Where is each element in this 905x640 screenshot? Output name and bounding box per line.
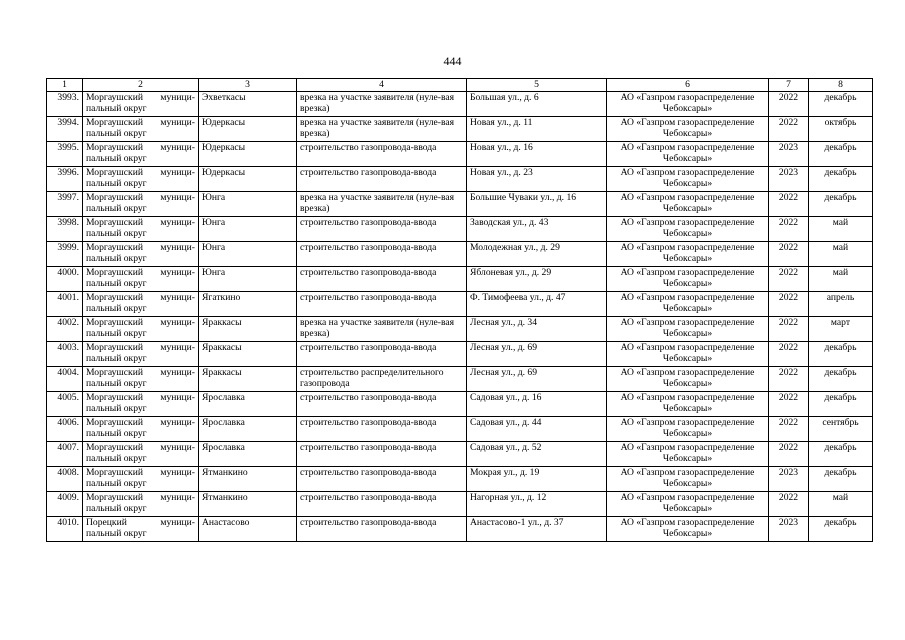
table-row <box>47 92 873 117</box>
locality-cell: Ярославка <box>199 417 297 442</box>
table-row <box>47 267 873 292</box>
table-row <box>47 192 873 217</box>
row-number: 3997. <box>47 192 83 217</box>
address-cell: Большие Чуваки ул., д. 16 <box>467 192 607 217</box>
month-cell: декабрь <box>809 167 873 192</box>
organization-cell: АО «Газпром газораспределение Чебоксары» <box>607 367 769 392</box>
organization-cell: АО «Газпром газораспределение Чебоксары» <box>607 167 769 192</box>
month-cell: декабрь <box>809 442 873 467</box>
organization-cell: АО «Газпром газораспределение Чебоксары» <box>607 342 769 367</box>
row-number: 4004. <box>47 367 83 392</box>
month-cell: октябрь <box>809 117 873 142</box>
column-header-8: 8 <box>809 79 873 92</box>
row-number: 4005. <box>47 392 83 417</box>
locality-cell: Юнга <box>199 217 297 242</box>
month-cell: апрель <box>809 292 873 317</box>
table-body <box>47 92 873 542</box>
locality-cell: Анастасово <box>199 517 297 542</box>
district-cell: Моргаушский муници-пальный округ <box>83 317 199 342</box>
address-cell: Яблоневая ул., д. 29 <box>467 267 607 292</box>
column-header-6: 6 <box>607 79 769 92</box>
year-cell: 2022 <box>769 317 809 342</box>
locality-cell: Юдеркасы <box>199 142 297 167</box>
work-type-cell: строительство газопровода-ввода <box>297 417 467 442</box>
district-cell: Порецкий муници-пальный округ <box>83 517 199 542</box>
organization-cell: АО «Газпром газораспределение Чебоксары» <box>607 242 769 267</box>
work-type-cell: врезка на участке заявителя (нуле-вая врезка) <box>297 117 467 142</box>
page-number: 444 <box>443 54 462 68</box>
column-header-2: 2 <box>83 79 199 92</box>
district-cell: Моргаушский муници-пальный округ <box>83 417 199 442</box>
work-type-cell: строительство газопровода-ввода <box>297 167 467 192</box>
table-row <box>47 492 873 517</box>
column-number-row <box>47 79 873 92</box>
address-cell: Анастасово-1 ул., д. 37 <box>467 517 607 542</box>
month-cell: март <box>809 317 873 342</box>
locality-cell: Ярославка <box>199 442 297 467</box>
year-cell: 2022 <box>769 192 809 217</box>
month-cell: декабрь <box>809 467 873 492</box>
month-cell: декабрь <box>809 192 873 217</box>
organization-cell: АО «Газпром газораспределение Чебоксары» <box>607 217 769 242</box>
row-number: 3994. <box>47 117 83 142</box>
work-type-cell: строительство распределительного газопровода <box>297 367 467 392</box>
locality-cell: Юнга <box>199 267 297 292</box>
district-cell: Моргаушский муници-пальный округ <box>83 242 199 267</box>
address-cell: Новая ул., д. 23 <box>467 167 607 192</box>
locality-cell: Юдеркасы <box>199 167 297 192</box>
table-row <box>47 367 873 392</box>
year-cell: 2023 <box>769 467 809 492</box>
district-cell: Моргаушский муници-пальный округ <box>83 267 199 292</box>
year-cell: 2022 <box>769 392 809 417</box>
district-cell: Моргаушский муници-пальный округ <box>83 292 199 317</box>
locality-cell: Яраккасы <box>199 317 297 342</box>
year-cell: 2022 <box>769 117 809 142</box>
year-cell: 2022 <box>769 442 809 467</box>
month-cell: декабрь <box>809 342 873 367</box>
year-cell: 2022 <box>769 217 809 242</box>
district-cell: Моргаушский муници-пальный округ <box>83 192 199 217</box>
row-number: 3998. <box>47 217 83 242</box>
locality-cell: Юнга <box>199 242 297 267</box>
district-cell: Моргаушский муници-пальный округ <box>83 392 199 417</box>
work-type-cell: строительство газопровода-ввода <box>297 467 467 492</box>
work-type-cell: строительство газопровода-ввода <box>297 392 467 417</box>
row-number: 3999. <box>47 242 83 267</box>
district-cell: Моргаушский муници-пальный округ <box>83 117 199 142</box>
organization-cell: АО «Газпром газораспределение Чебоксары» <box>607 317 769 342</box>
table-row <box>47 317 873 342</box>
gas-connection-table <box>46 78 873 542</box>
district-cell: Моргаушский муници-пальный округ <box>83 142 199 167</box>
year-cell: 2022 <box>769 242 809 267</box>
table-row <box>47 342 873 367</box>
month-cell: декабрь <box>809 517 873 542</box>
row-number: 4007. <box>47 442 83 467</box>
column-header-4: 4 <box>297 79 467 92</box>
organization-cell: АО «Газпром газораспределение Чебоксары» <box>607 392 769 417</box>
organization-cell: АО «Газпром газораспределение Чебоксары» <box>607 142 769 167</box>
year-cell: 2022 <box>769 342 809 367</box>
row-number: 4009. <box>47 492 83 517</box>
row-number: 4010. <box>47 517 83 542</box>
month-cell: май <box>809 492 873 517</box>
row-number: 4002. <box>47 317 83 342</box>
month-cell: декабрь <box>809 367 873 392</box>
year-cell: 2022 <box>769 417 809 442</box>
locality-cell: Юдеркасы <box>199 117 297 142</box>
table-row <box>47 142 873 167</box>
year-cell: 2022 <box>769 367 809 392</box>
work-type-cell: строительство газопровода-ввода <box>297 242 467 267</box>
year-cell: 2022 <box>769 92 809 117</box>
work-type-cell: строительство газопровода-ввода <box>297 342 467 367</box>
work-type-cell: врезка на участке заявителя (нуле-вая врезка) <box>297 92 467 117</box>
locality-cell: Яраккасы <box>199 367 297 392</box>
month-cell: декабрь <box>809 392 873 417</box>
address-cell: Садовая ул., д. 44 <box>467 417 607 442</box>
month-cell: май <box>809 267 873 292</box>
address-cell: Мокрая ул., д. 19 <box>467 467 607 492</box>
organization-cell: АО «Газпром газораспределение Чебоксары» <box>607 492 769 517</box>
work-type-cell: строительство газопровода-ввода <box>297 217 467 242</box>
year-cell: 2022 <box>769 292 809 317</box>
table-row <box>47 242 873 267</box>
address-cell: Молодежная ул., д. 29 <box>467 242 607 267</box>
table-row <box>47 392 873 417</box>
organization-cell: АО «Газпром газораспределение Чебоксары» <box>607 117 769 142</box>
row-number: 4008. <box>47 467 83 492</box>
district-cell: Моргаушский муници-пальный округ <box>83 492 199 517</box>
district-cell: Моргаушский муници-пальный округ <box>83 342 199 367</box>
work-type-cell: строительство газопровода-ввода <box>297 292 467 317</box>
table-row <box>47 167 873 192</box>
table-row <box>47 517 873 542</box>
month-cell: май <box>809 242 873 267</box>
year-cell: 2022 <box>769 267 809 292</box>
year-cell: 2023 <box>769 167 809 192</box>
table-row <box>47 292 873 317</box>
locality-cell: Яраккасы <box>199 342 297 367</box>
column-header-1: 1 <box>47 79 83 92</box>
district-cell: Моргаушский муници-пальный округ <box>83 217 199 242</box>
locality-cell: Ярославка <box>199 392 297 417</box>
locality-cell: Эхветкасы <box>199 92 297 117</box>
address-cell: Нагорная ул., д. 12 <box>467 492 607 517</box>
organization-cell: АО «Газпром газораспределение Чебоксары» <box>607 417 769 442</box>
year-cell: 2023 <box>769 517 809 542</box>
district-cell: Моргаушский муници-пальный округ <box>83 92 199 117</box>
organization-cell: АО «Газпром газораспределение Чебоксары» <box>607 442 769 467</box>
row-number: 4001. <box>47 292 83 317</box>
organization-cell: АО «Газпром газораспределение Чебоксары» <box>607 267 769 292</box>
organization-cell: АО «Газпром газораспределение Чебоксары» <box>607 292 769 317</box>
locality-cell: Ягаткино <box>199 292 297 317</box>
district-cell: Моргаушский муници-пальный округ <box>83 167 199 192</box>
work-type-cell: строительство газопровода-ввода <box>297 142 467 167</box>
address-cell: Заводская ул., д. 43 <box>467 217 607 242</box>
row-number: 4003. <box>47 342 83 367</box>
address-cell: Лесная ул., д. 69 <box>467 367 607 392</box>
address-cell: Лесная ул., д. 69 <box>467 342 607 367</box>
work-type-cell: врезка на участке заявителя (нуле-вая врезка) <box>297 192 467 217</box>
address-cell: Большая ул., д. 6 <box>467 92 607 117</box>
locality-cell: Ятманкино <box>199 467 297 492</box>
row-number: 4006. <box>47 417 83 442</box>
table-row <box>47 417 873 442</box>
column-header-3: 3 <box>199 79 297 92</box>
month-cell: декабрь <box>809 92 873 117</box>
row-number: 3996. <box>47 167 83 192</box>
year-cell: 2022 <box>769 492 809 517</box>
row-number: 3995. <box>47 142 83 167</box>
organization-cell: АО «Газпром газораспределение Чебоксары» <box>607 467 769 492</box>
column-header-5: 5 <box>467 79 607 92</box>
organization-cell: АО «Газпром газораспределение Чебоксары» <box>607 192 769 217</box>
work-type-cell: врезка на участке заявителя (нуле-вая врезка) <box>297 317 467 342</box>
locality-cell: Ятманкино <box>199 492 297 517</box>
table-row <box>47 442 873 467</box>
address-cell: Садовая ул., д. 52 <box>467 442 607 467</box>
address-cell: Ф. Тимофеева ул., д. 47 <box>467 292 607 317</box>
locality-cell: Юнга <box>199 192 297 217</box>
address-cell: Садовая ул., д. 16 <box>467 392 607 417</box>
organization-cell: АО «Газпром газораспределение Чебоксары» <box>607 92 769 117</box>
organization-cell: АО «Газпром газораспределение Чебоксары» <box>607 517 769 542</box>
district-cell: Моргаушский муници-пальный округ <box>83 467 199 492</box>
table-row <box>47 217 873 242</box>
address-cell: Новая ул., д. 11 <box>467 117 607 142</box>
row-number: 3993. <box>47 92 83 117</box>
column-header-7: 7 <box>769 79 809 92</box>
row-number: 4000. <box>47 267 83 292</box>
district-cell: Моргаушский муници-пальный округ <box>83 442 199 467</box>
work-type-cell: строительство газопровода-ввода <box>297 492 467 517</box>
district-cell: Моргаушский муници-пальный округ <box>83 367 199 392</box>
address-cell: Лесная ул., д. 34 <box>467 317 607 342</box>
table-row <box>47 117 873 142</box>
month-cell: май <box>809 217 873 242</box>
work-type-cell: строительство газопровода-ввода <box>297 517 467 542</box>
month-cell: декабрь <box>809 142 873 167</box>
month-cell: сентябрь <box>809 417 873 442</box>
table-row <box>47 467 873 492</box>
work-type-cell: строительство газопровода-ввода <box>297 267 467 292</box>
year-cell: 2023 <box>769 142 809 167</box>
address-cell: Новая ул., д. 16 <box>467 142 607 167</box>
work-type-cell: строительство газопровода-ввода <box>297 442 467 467</box>
